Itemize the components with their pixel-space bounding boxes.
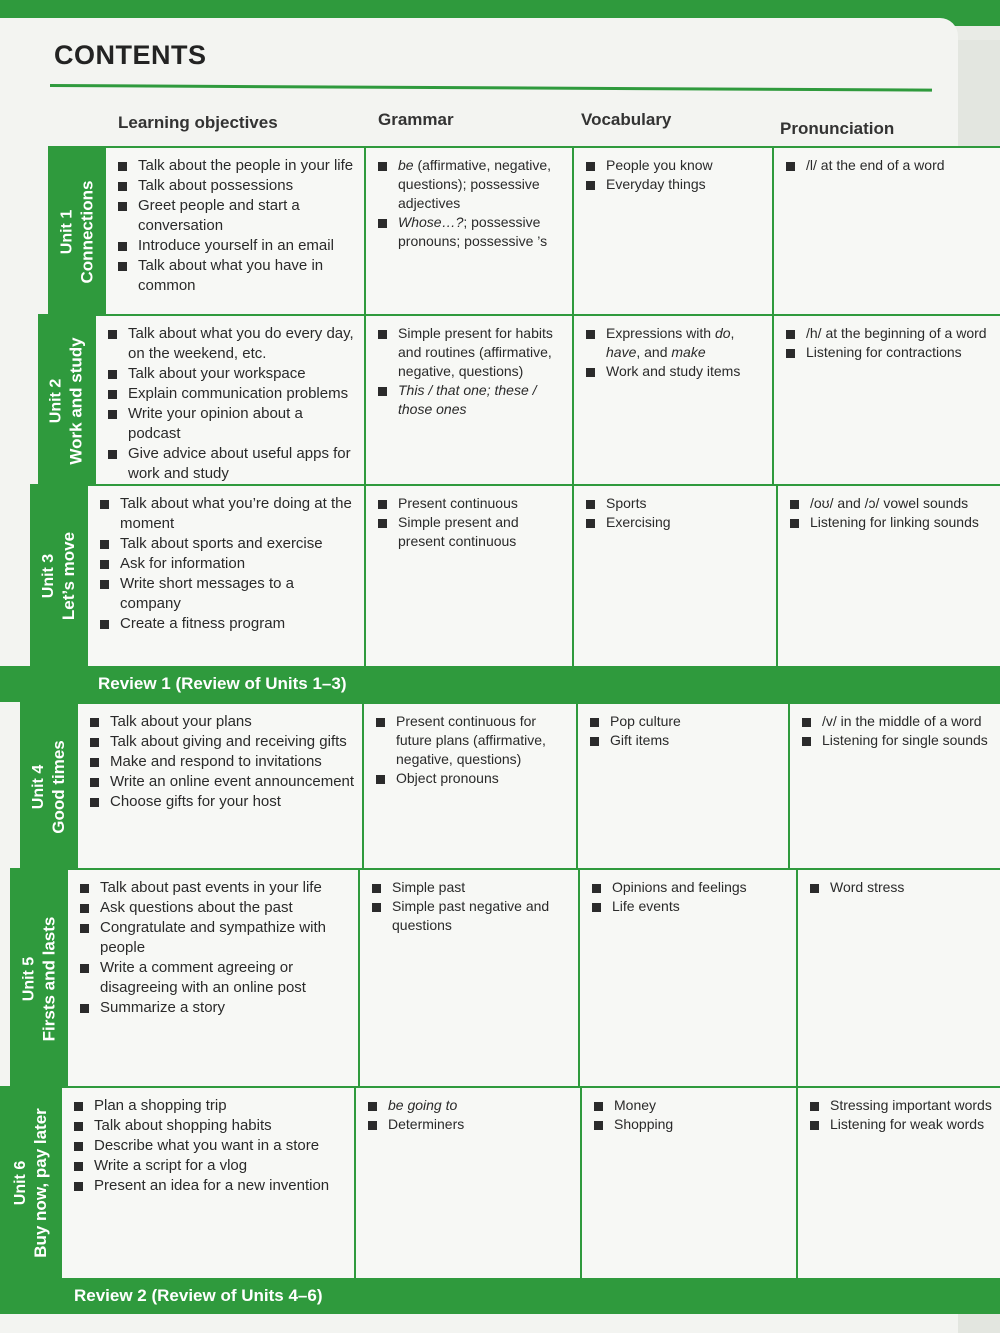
pronunciation-item: /l/ at the end of a word xyxy=(784,156,994,175)
objective-item: Give advice about useful apps for work and study xyxy=(106,444,358,484)
unit-number: Unit 3 xyxy=(40,553,57,599)
objective-item: Talk about the people in your life xyxy=(116,156,358,176)
vocabulary-item: Work and study items xyxy=(584,362,766,381)
pronunciation-cell xyxy=(796,870,1000,1088)
review-2-band xyxy=(0,1278,1000,1314)
grammar-text: Simple present for habits and routines (affirmative, negative, questions) xyxy=(398,325,553,379)
objective-item: Introduce yourself in an email xyxy=(116,236,358,256)
unit-row-1 xyxy=(48,146,1000,317)
pronunciation-cell xyxy=(772,316,1000,486)
pronunciation-item: Word stress xyxy=(808,878,994,897)
objective-item: Plan a shopping trip xyxy=(72,1096,348,1116)
unit-tab-3 xyxy=(30,486,88,666)
contents-table xyxy=(0,146,1000,1305)
unit-number: Unit 4 xyxy=(30,764,48,810)
unit-row-5 xyxy=(10,868,1000,1089)
unit-row-4 xyxy=(20,702,1000,871)
vocab-text: Expressions with xyxy=(606,325,715,341)
objective-item: Describe what you want in a store xyxy=(72,1136,348,1156)
vocabulary-item: Pop culture xyxy=(588,712,782,731)
pronunciation-item: /h/ at the beginning of a word xyxy=(784,324,994,343)
header-pronunciation: Pronunciation xyxy=(780,119,895,138)
pronunciation-cell xyxy=(772,148,1000,316)
grammar-text: ; possessive pronouns; possessive ’s xyxy=(398,214,548,249)
column-headers xyxy=(0,110,1000,140)
unit-number: Unit 5 xyxy=(20,956,37,1002)
pronunciation-item: Listening for contractions xyxy=(784,343,994,362)
objective-item: Greet people and start a conversation xyxy=(116,196,358,236)
objective-item: Summarize a story xyxy=(78,998,352,1018)
grammar-item xyxy=(376,381,566,419)
unit-row-3 xyxy=(30,484,1000,667)
header-vocabulary: Vocabulary xyxy=(581,110,672,129)
vocabulary-cell xyxy=(572,486,776,666)
vocabulary-item: Shopping xyxy=(592,1115,790,1134)
unit-row-2 xyxy=(38,314,1000,487)
vocabulary-item: Exercising xyxy=(584,513,770,532)
objective-item: Talk about your workspace xyxy=(106,364,358,384)
grammar-italic: Whose…? xyxy=(398,214,464,230)
vocab-italic: have xyxy=(606,344,637,360)
objective-item: Talk about what you do every day, on the weekend, etc. xyxy=(106,324,358,364)
pronunciation-item: Listening for weak words xyxy=(808,1115,994,1134)
objectives-cell xyxy=(106,148,364,316)
grammar-italic: be xyxy=(398,157,414,173)
vocab-text: , xyxy=(730,325,735,341)
grammar-item: Determiners xyxy=(366,1115,574,1134)
objective-item: Write your opinion about a podcast xyxy=(106,404,358,444)
objective-item: Present an idea for a new invention xyxy=(72,1176,348,1196)
pronunciation-cell xyxy=(776,486,1000,666)
unit-number: Unit 2 xyxy=(48,378,66,424)
grammar-cell xyxy=(364,486,572,666)
objective-item: Talk about giving and receiving gifts xyxy=(88,732,356,752)
objective-item: Create a fitness program xyxy=(98,614,358,634)
objective-item: Write a script for a vlog xyxy=(72,1156,348,1176)
grammar-item: Object pronouns xyxy=(374,769,570,788)
objectives-cell xyxy=(96,316,364,486)
objective-item: Congratulate and sympathize with people xyxy=(78,918,352,958)
vocabulary-cell xyxy=(580,1088,796,1278)
unit-title: Connections xyxy=(77,180,97,284)
objective-item: Ask questions about the past xyxy=(78,898,352,918)
vocabulary-cell xyxy=(572,148,772,316)
objective-item: Talk about sports and exercise xyxy=(98,534,358,554)
grammar-item: Simple past negative and questions xyxy=(370,897,572,935)
unit-tab-5 xyxy=(10,870,68,1088)
vocabulary-item: Sports xyxy=(584,494,770,513)
unit-number: Unit 6 xyxy=(12,1160,30,1206)
header-grammar: Grammar xyxy=(378,110,454,129)
objective-item: Talk about your plans xyxy=(88,712,356,732)
vocab-text: , and xyxy=(636,344,672,360)
grammar-cell xyxy=(364,148,572,316)
objective-item: Talk about shopping habits xyxy=(72,1116,348,1136)
vocabulary-cell xyxy=(576,704,788,870)
objective-item: Ask for information xyxy=(98,554,358,574)
page-title: CONTENTS xyxy=(54,40,207,70)
grammar-item: Present continuous for future plans (affirmative, negative, questions) xyxy=(374,712,570,769)
pronunciation-item: Stressing important words xyxy=(808,1096,994,1115)
vocabulary-cell xyxy=(572,316,772,486)
vocab-italic: do xyxy=(714,325,731,341)
pronunciation-item: /oʊ/ and /ɔ/ vowel sounds xyxy=(788,494,994,513)
objective-item: Make and respond to invitations xyxy=(88,752,356,772)
grammar-item xyxy=(376,156,566,213)
unit-tab-2 xyxy=(38,316,96,486)
grammar-cell xyxy=(354,1088,580,1278)
objective-item: Write a comment agreeing or disagreeing with an online post xyxy=(78,958,352,998)
unit-title: Good times xyxy=(49,740,69,834)
unit-tab-1 xyxy=(48,148,106,316)
objective-item: Write an online event announcement xyxy=(88,772,356,792)
vocabulary-item: Everyday things xyxy=(584,175,766,194)
grammar-item: Simple present and present continuous xyxy=(376,513,566,551)
vocabulary-item: Opinions and feelings xyxy=(590,878,790,897)
grammar-italic: be going to xyxy=(388,1097,458,1113)
vocabulary-cell xyxy=(578,870,796,1088)
pronunciation-item: /v/ in the middle of a word xyxy=(800,712,994,731)
vocabulary-item xyxy=(584,324,766,362)
grammar-italic: This / that one; these / those ones xyxy=(398,382,537,417)
grammar-cell xyxy=(362,704,576,870)
unit-title: Buy now, pay later xyxy=(31,1108,51,1258)
vocab-italic: make xyxy=(671,344,706,360)
review-1-label: Review 1 (Review of Units 1–3) xyxy=(98,674,347,693)
objective-item: Talk about what you have in common xyxy=(116,256,358,296)
pronunciation-cell xyxy=(788,704,1000,870)
pronunciation-item: Listening for linking sounds xyxy=(788,513,994,532)
pronunciation-cell xyxy=(796,1088,1000,1278)
objective-item: Choose gifts for your host xyxy=(88,792,356,812)
objective-item: Write short messages to a company xyxy=(98,574,358,614)
grammar-item xyxy=(366,1096,574,1115)
unit-row-6 xyxy=(0,1086,1000,1279)
objectives-cell xyxy=(78,704,362,870)
objectives-cell xyxy=(68,870,358,1088)
unit-tab-6 xyxy=(0,1088,62,1278)
vocabulary-item: Money xyxy=(592,1096,790,1115)
unit-title: Let’s move xyxy=(59,531,78,621)
unit-tab-4 xyxy=(20,704,78,870)
objective-item: Talk about possessions xyxy=(116,176,358,196)
grammar-text: (affirmative, negative, questions); possessive adjectives xyxy=(398,157,552,211)
grammar-cell xyxy=(364,316,572,486)
vocabulary-item: People you know xyxy=(584,156,766,175)
unit-title: Work and study xyxy=(67,337,87,465)
header-learning-objectives: Learning objectives xyxy=(118,113,278,132)
pronunciation-item: Listening for single sounds xyxy=(800,731,994,750)
vocabulary-item: Gift items xyxy=(588,731,782,750)
grammar-item xyxy=(376,324,566,381)
grammar-item: Present continuous xyxy=(376,494,566,513)
objective-item: Explain communication problems xyxy=(106,384,358,404)
grammar-item: Simple past xyxy=(370,878,572,897)
grammar-cell xyxy=(358,870,578,1088)
grammar-item xyxy=(376,213,566,251)
objectives-cell xyxy=(88,486,364,666)
review-1-band xyxy=(0,666,1000,702)
vocabulary-item: Life events xyxy=(590,897,790,916)
objective-item: Talk about what you’re doing at the moment xyxy=(98,494,358,534)
objective-item: Talk about past events in your life xyxy=(78,878,352,898)
unit-number: Unit 1 xyxy=(58,209,76,255)
unit-title: Firsts and lasts xyxy=(39,916,58,1042)
review-2-label: Review 2 (Review of Units 4–6) xyxy=(74,1286,323,1305)
objectives-cell xyxy=(62,1088,354,1278)
